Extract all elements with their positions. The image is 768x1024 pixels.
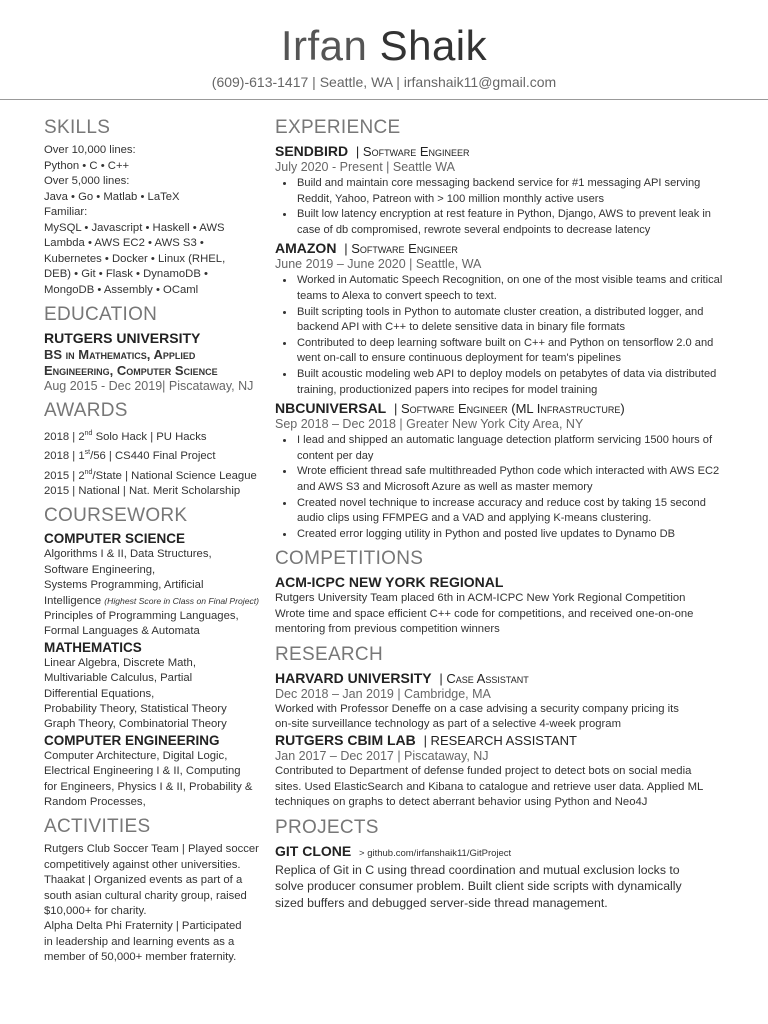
first-name: Irfan xyxy=(280,22,368,69)
research-details: Contributed to Department of defense funded project to detect bots on social media sites. Used ElasticSearch and Kibana to catalogue and retrieve user data. Applied ML techniques on graphs to detect aberrant behavior using Python and Neo4J xyxy=(275,765,704,809)
job-bullet: • Contributed to deep learning software built on C++ and Python on tensorflow 2.0 and went on-call to ensure continuous deployment for team's pipelines xyxy=(295,336,735,367)
coursework-ce-heading: COMPUTER ENGINEERING xyxy=(44,732,220,748)
competition-details: Rutgers University Team placed 6th in ACM-ICPC New York Regional Competition Wrote time and space efficient C++ code for competitions, and received one-on-one mentoring from previous competition winners xyxy=(275,592,694,636)
research-details: Worked with Professor Deneffe on a case advising a security company pricing its on-site surveillance technology as part of a selective 4-week program xyxy=(275,702,679,730)
job-entry xyxy=(275,143,735,238)
skills-title: SKILLS xyxy=(44,117,111,138)
job-dates: Sep 2018 – Dec 2018 | Greater New York City Area, NY xyxy=(275,417,584,432)
skills-line: MongoDB • Assembly • OCaml xyxy=(44,283,199,296)
research-title: RESEARCH xyxy=(275,643,383,665)
competitions-title: COMPETITIONS xyxy=(275,548,424,570)
coursework-math-heading: MATHEMATICS xyxy=(44,639,142,655)
job-company: AMAZON | Software Engineer xyxy=(275,240,458,257)
coursework-cs-heading: COMPUTER SCIENCE xyxy=(44,531,186,547)
job-bullet: • Built acoustic modeling web API to deploy models on petabytes of data via distributed training, productionized papers into recipes for model training xyxy=(295,367,735,398)
award-item: 2015 | 2nd/State | National Science League xyxy=(44,468,257,482)
left-column xyxy=(44,117,276,966)
skills-line: MySQL • Javascript • Haskell • AWS xyxy=(44,221,225,234)
resume-header xyxy=(0,22,768,90)
project-details: Replica of Git in C using thread coordination and mutual exclusion locks to solve producer consumer problem. Built client side scripts with dynamically sized buffers and debugged server-side thread management. xyxy=(275,862,682,910)
candidate-name xyxy=(0,22,768,70)
award-item: 2018 | 2nd Solo Hack | PU Hacks xyxy=(44,430,207,443)
job-bullets xyxy=(275,273,735,398)
job-bullets xyxy=(275,176,735,238)
project-name: GIT CLONE > github.com/irfanshaik11/GitProject xyxy=(275,842,512,859)
last-name: Shaik xyxy=(379,22,488,69)
skills-line: Familiar: xyxy=(44,206,88,218)
award-item: 2015 | National | Nat. Merit Scholarship xyxy=(44,484,241,497)
job-company: SENDBIRD | Software Engineer xyxy=(275,143,470,159)
activities-list: Rutgers Club Soccer Team | Played soccer competitively against other universities. Thaakat | Organized events as part of a south asian cultural charity group, raised $10,000+ for charity. Alpha Delta Phi Fraternity | Participated in leadership and learning events as a member of 50,000+ member fraternity. xyxy=(44,843,259,964)
coursework-title: COURSEWORK xyxy=(44,505,188,527)
experience-title: EXPERIENCE xyxy=(275,117,401,138)
job-bullet: • Wrote efficient thread safe multithreaded Python code which interacted with AWS EC2 and AWS S3 and Microsoft Azure as well as master memory xyxy=(295,464,735,495)
education-degree: Engineering, Computer Science xyxy=(44,363,218,378)
right-column xyxy=(275,117,735,911)
skills-line: Lambda • AWS EC2 • AWS S3 • xyxy=(44,237,204,249)
research-org: RUTGERS CBIM LAB | RESEARCH ASSISTANT xyxy=(275,732,577,749)
job-bullet: • Worked in Automatic Speech Recognition, on one of the most visible teams and critical teams to Alexa to convert speech to text. xyxy=(295,273,735,304)
education-school: RUTGERS UNIVERSITY xyxy=(44,330,201,346)
award-item: 2018 | 1st/56 | CS440 Final Project xyxy=(44,449,216,463)
competition-name: ACM-ICPC NEW YORK REGIONAL xyxy=(275,574,504,591)
research-dates: Dec 2018 – Jan 2019 | Cambridge, MA xyxy=(275,686,491,701)
job-bullet: • Built low latency encryption at rest feature in Python, Django, AWS to prevent leak in case of db compromised, rewrote several endpoints to decrease latency xyxy=(295,207,735,238)
projects-title: PROJECTS xyxy=(275,816,379,838)
awards-list xyxy=(44,426,276,499)
skills-list xyxy=(44,143,276,298)
skills-line: Java • Go • Matlab • LaTeX xyxy=(44,190,180,203)
skills-line: Python • C • C++ xyxy=(44,159,130,172)
job-bullet: • Built scripting tools in Python to automate cluster creation, a distributed logger, and backend API with C++ to delete sensitive data in binary file formats xyxy=(295,305,735,336)
skills-line: Over 5,000 lines: xyxy=(44,175,130,187)
awards-title: AWARDS xyxy=(44,400,128,421)
activities-title: ACTIVITIES xyxy=(44,816,151,838)
header-divider xyxy=(0,99,768,100)
job-entry xyxy=(275,240,735,398)
job-bullet: • Created novel technique to increase accuracy and reduce cost by taking 15 second audio clips using FFMPEG and a VAD and applying K-means clustering. xyxy=(295,496,735,527)
education-degree: BS in Mathematics, Applied xyxy=(44,347,196,362)
research-dates: Jan 2017 – Dec 2017 | Piscataway, NJ xyxy=(275,749,489,764)
project-link[interactable]: > github.com/irfanshaik11/GitProject xyxy=(359,847,512,859)
contact-line: (609)-613-1417 | Seattle, WA | irfanshaik11@gmail.com xyxy=(211,74,557,90)
job-bullet: • I lead and shipped an automatic language detection platform servicing 1500 hours of content per day xyxy=(295,433,735,464)
coursework-ce: Computer Architecture, Digital Logic, Electrical Engineering I & II, Computing for Engineers, Physics I & II, Probability & Random Processes, xyxy=(44,749,253,808)
education-dates: Aug 2015 - Dec 2019| Piscataway, NJ xyxy=(44,379,254,393)
skills-line: DEB) • Git • Flask • DynamoDB • xyxy=(44,268,208,280)
research-org: HARVARD UNIVERSITY | Case Assistant xyxy=(275,669,529,686)
job-bullet: • Created error logging utility in Python and posted live updates to Dynamo DB xyxy=(295,527,735,543)
job-bullets xyxy=(275,433,735,542)
job-dates: July 2020 - Present | Seattle WA xyxy=(275,160,455,174)
education-title: EDUCATION xyxy=(44,304,158,325)
skills-line: Kubernetes • Docker • Linux (RHEL, xyxy=(44,252,226,265)
job-company: NBCUNIVERSAL | Software Engineer (ML Infrastructure) xyxy=(275,400,625,417)
skills-line: Over 10,000 lines: xyxy=(44,144,136,156)
job-bullet: • Build and maintain core messaging backend service for #1 messaging API serving Reddit, Yahoo, Patreon with > 100 million monthly active users xyxy=(295,176,735,207)
coursework-math: Linear Algebra, Discrete Math, Multivariable Calculus, Partial Differential Equations, Probability Theory, Statistical Theory Graph Theory, Combinatorial Theory xyxy=(44,656,227,731)
job-entry xyxy=(275,400,735,542)
coursework-cs: Algorithms I & II, Data Structures, Software Engineering, Systems Programming, Artificial Intelligence (Highest Score in Class on Final Project) Principles of Programming Languages, Formal Languages & Automata xyxy=(44,548,260,638)
job-dates: June 2019 – June 2020 | Seattle, WA xyxy=(275,257,482,272)
